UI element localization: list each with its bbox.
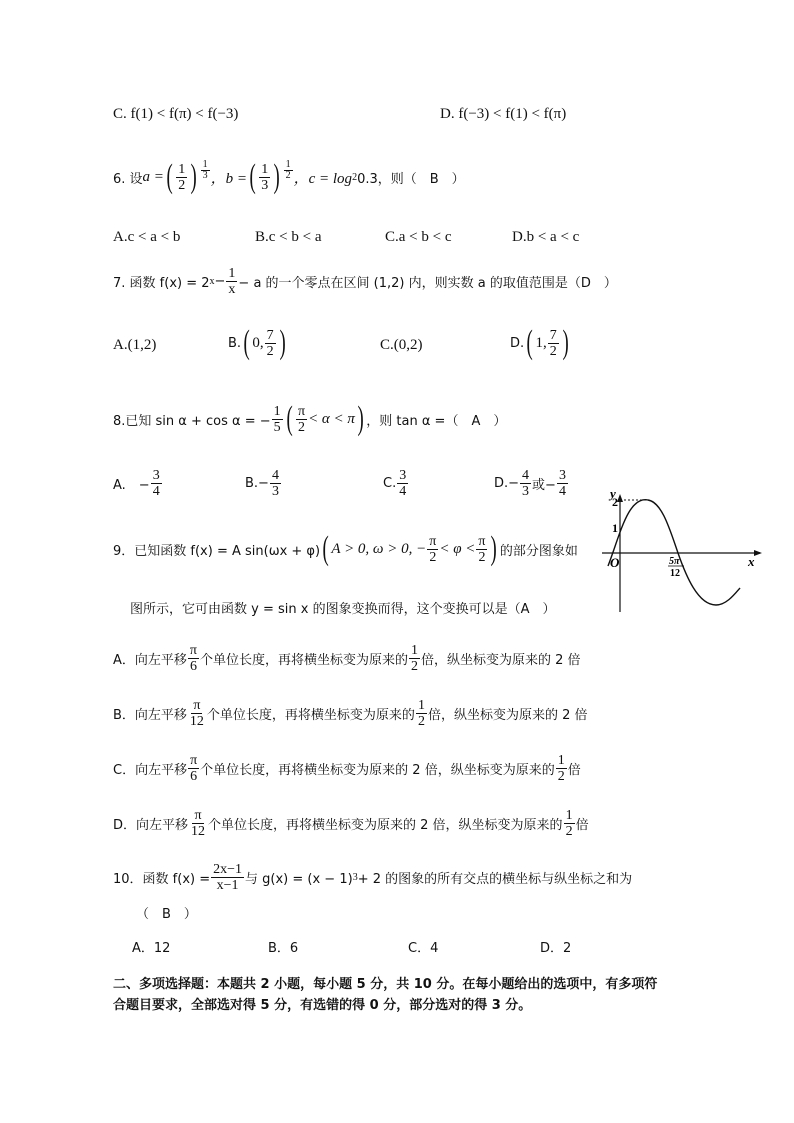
q10-mid: 与 g(x) = (x − 1) bbox=[245, 872, 353, 887]
q8-cond-frac: π 2 bbox=[297, 403, 306, 435]
q5-option-c: C. f(1) < f(π) < f(−3) bbox=[113, 106, 239, 122]
q6-stem: 6. 设 a = ( 1 2 ) 1 3 ，b = ( 1 3 ) 1 2 ，c = log 2 0.3，则（ B ） bbox=[113, 158, 465, 195]
q6-c-label: ，c = log bbox=[293, 170, 353, 187]
q6-c-tail: 0.3，则（ B ） bbox=[357, 171, 465, 187]
q6-b-base: 1 3 bbox=[261, 161, 269, 193]
q10-prefix: 10．函数 f(x) = bbox=[113, 872, 211, 887]
section2-line1: 二、多项选择题：本题共 2 小题，每小题 5 分，共 10 分。在每小题给出的选项中，有多项符 bbox=[113, 977, 658, 992]
section2-line2: 合题目要求，全部选对得 5 分，有选错的得 0 分，部分选对的得 3 分。 bbox=[113, 998, 532, 1013]
q8-option-d: D.− $\frac{4}{3}$ 或− $\frac{3}{4}$ bbox=[494, 468, 566, 499]
q10-tail: + 2 的图象的所有交点的横坐标与纵坐标之和为 bbox=[357, 872, 633, 887]
q9-option-c: C．向左平移 π 6 个单位长度，再将横坐标变为原来的 2 倍，纵坐标变为原来的 1 2 倍 bbox=[113, 753, 581, 784]
q9-stem-line2: 图所示，它可由函数 y = sin x 的图象变换而得，这个变换可以是（A ） bbox=[130, 602, 556, 617]
q7-option-c: C.(0,2) bbox=[380, 337, 423, 353]
q10-option-b: B．6 bbox=[268, 941, 299, 956]
q7-prefix: 7. 函数 f(x) = 2 bbox=[113, 276, 210, 291]
q10-frac: $\frac{2x-1}{x-1}$ bbox=[213, 862, 243, 893]
q7-frac: $\frac{1}{x}$ bbox=[228, 266, 236, 297]
q9-option-d: D．向左平移 π 12 个单位长度，再将横坐标变为原来的 2 倍，纵坐标变为原来的 1 2 倍 bbox=[113, 808, 589, 839]
q7-exp: x bbox=[209, 276, 215, 287]
q9-sine-graph bbox=[598, 490, 768, 615]
q5-option-d: D. f(−3) < f(1) < f(π) bbox=[440, 106, 567, 122]
q8-tail: ，则 tan α =（ A ） bbox=[366, 413, 507, 429]
q6-a-exp: 1 3 bbox=[202, 159, 208, 181]
q6-a-label: a = bbox=[142, 168, 164, 185]
q7-option-b: B. ( 0, 7 2 ) bbox=[228, 324, 286, 361]
q9-tail: 的部分图象如 bbox=[499, 543, 578, 559]
q8-option-a: A. − $\frac{3}{4}$ bbox=[113, 468, 160, 499]
q9-graph-tick-x-num: 5π bbox=[669, 556, 680, 567]
q8-frac: $\frac{1}{5}$ bbox=[273, 403, 281, 435]
q6-prefix: 6. 设 bbox=[113, 171, 143, 187]
q10-exp: 3 bbox=[352, 872, 358, 883]
q7-mid1: − bbox=[214, 274, 226, 289]
q10-option-c: C．4 bbox=[408, 941, 439, 956]
q8-option-b: B.− $\frac{4}{3}$ bbox=[245, 468, 279, 499]
q9-stem: 9．已知函数 f(x) = A sin(ωx + φ) ( A > 0, ω > 0, − $\frac{\pi}{2}$ < φ < π 2 ) 的部分图象如 bbox=[113, 530, 578, 567]
q9-graph-tick-x-den: 12 bbox=[670, 568, 680, 579]
q9-prefix: 9．已知函数 f(x) = A sin(ωx + φ) bbox=[113, 543, 321, 559]
q8-stem: 8.已知 sin α + cos α = − $\frac{1}{5}$ ( π 2 < α < π ) ，则 tan α =（ A ） bbox=[113, 400, 507, 437]
q9-graph-tick-2: 2 bbox=[612, 495, 618, 509]
q9-graph-x-label: x bbox=[748, 554, 755, 569]
q7-stem bbox=[113, 266, 617, 297]
q9-option-a: A．向左平移 π 6 个单位长度，再将横坐标变为原来的 1 2 倍，纵坐标变为原来的 2 倍 bbox=[113, 643, 581, 674]
q6-b-exp: 1 2 bbox=[285, 159, 291, 181]
q6-c-base: 2 bbox=[352, 171, 358, 183]
q6-option-a: A.c < a < b bbox=[113, 229, 181, 245]
q6-option-c: C.a < b < c bbox=[385, 229, 452, 245]
q6-a-base: 1 2 bbox=[178, 161, 186, 193]
q6-option-b: B.c < b < a bbox=[255, 229, 322, 245]
q10-option-d: D．2 bbox=[540, 941, 572, 956]
q7-option-a: A.(1,2) bbox=[113, 337, 157, 353]
q9-cond: A > 0, ω > 0, − bbox=[331, 540, 427, 557]
q10-answer: （ B ） bbox=[136, 907, 197, 922]
q9-option-b: B．向左平移 π 12 个单位长度，再将横坐标变为原来的 1 2 倍，纵坐标变为原来的 2 倍 bbox=[113, 698, 588, 729]
q8-option-c: C. 3 4 bbox=[383, 468, 407, 499]
q6-option-d: D.b < a < c bbox=[512, 229, 580, 245]
q9-graph-y-label: y bbox=[610, 490, 616, 501]
q10-stem bbox=[113, 862, 632, 893]
q9-graph-tick-1: 1 bbox=[612, 521, 618, 535]
q6-b-label: ，b = bbox=[210, 170, 247, 187]
q7-option-d: D. ( 1, 7 2 ) bbox=[510, 324, 569, 361]
q7-mid2: − a 的一个零点在区间 (1,2) 内，则实数 a 的取值范围是（D ） bbox=[238, 276, 617, 291]
q9-graph-origin: O bbox=[610, 555, 620, 570]
q10-option-a: A．12 bbox=[132, 941, 171, 956]
q8-cond: < α < π bbox=[308, 410, 355, 427]
q8-prefix: 8.已知 sin α + cos α = − bbox=[113, 413, 271, 429]
